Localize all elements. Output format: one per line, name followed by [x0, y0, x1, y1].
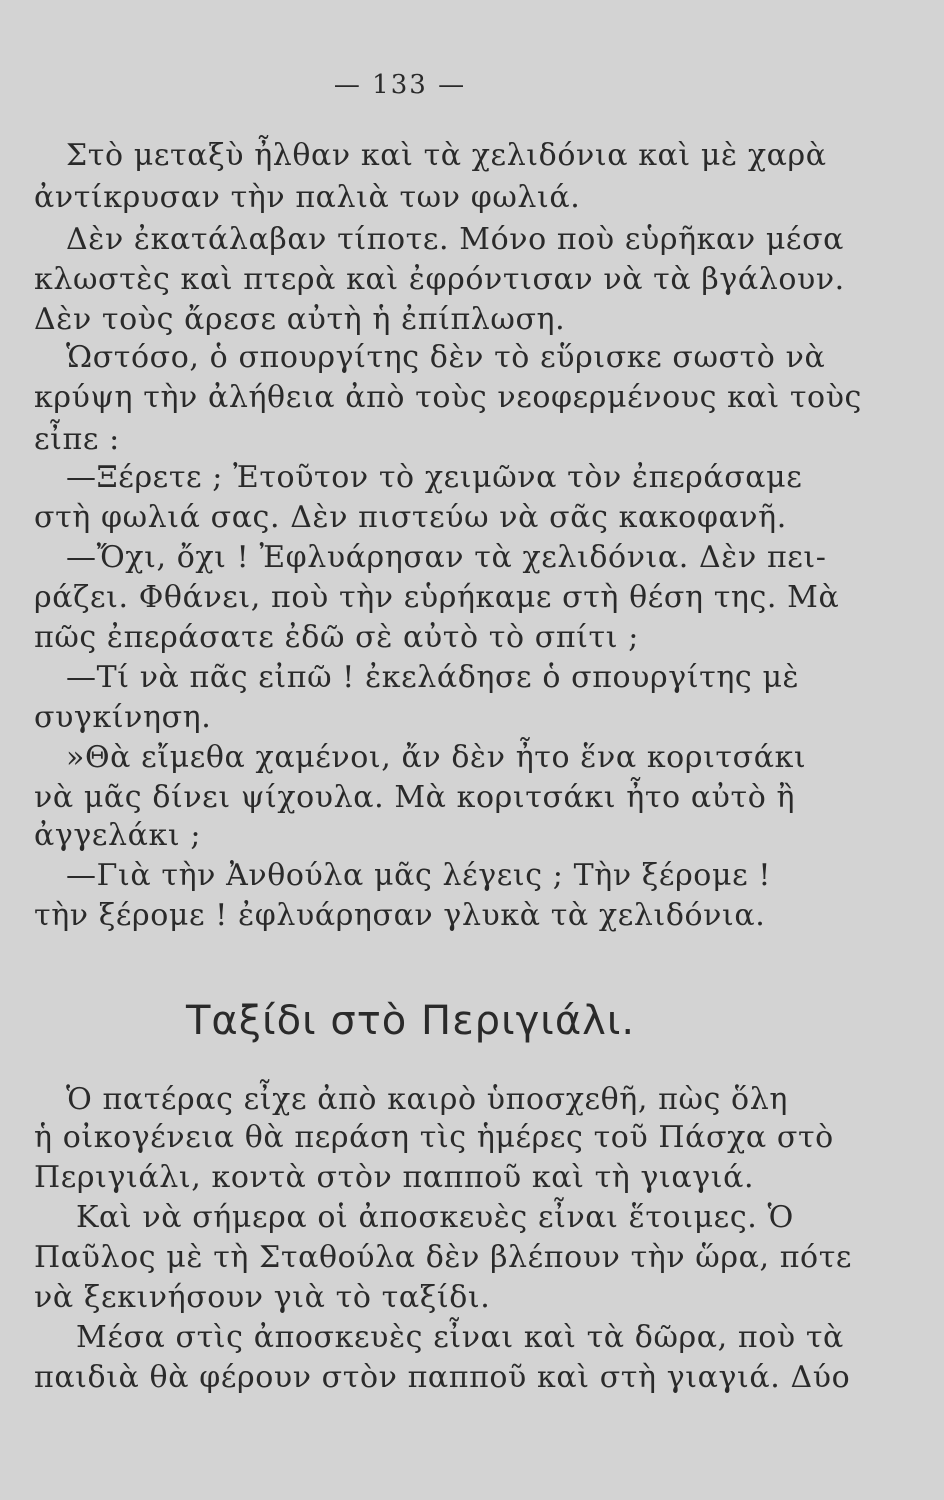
text-line: τὴν ξέρομε ! ἐφλυάρησαν γλυκὰ τὰ χελιδόνια.: [34, 898, 766, 933]
text-line: ἡ οἰκογένεια θὰ περάση τὶς ἡμέρες τοῦ Πάσχα στὸ: [34, 1120, 834, 1155]
text-line: Ὡστόσο, ὁ σπουργίτης δὲν τὸ εὕρισκε σωστὸ νὰ: [66, 340, 826, 375]
text-line: εἶπε :: [34, 422, 120, 457]
text-line: »Θὰ εἴμεθα χαμένοι, ἄν δὲν ἦτο ἕνα κοριτσάκι: [66, 740, 807, 775]
section-title: Ταξίδι στὸ Περιγιάλι.: [186, 998, 636, 1044]
text-line: Ὁ πατέρας εἶχε ἀπὸ καιρὸ ὑποσχεθῆ, πὼς ὅλη: [66, 1082, 788, 1117]
text-line: Στὸ μεταξὺ ἦλθαν καὶ τὰ χελιδόνια καὶ μὲ χαρὰ: [66, 138, 827, 173]
text-line: Περιγιάλι, κοντὰ στὸν παπποῦ καὶ τὴ γιαγιά.: [34, 1160, 755, 1195]
text-line: ράζει. Φθάνει, ποὺ τὴν εὑρήκαμε στὴ θέση της. Μὰ: [34, 580, 840, 615]
text-line: νὰ μᾶς δίνει ψίχουλα. Μὰ κοριτσάκι ἦτο αὐτὸ ἢ: [34, 780, 796, 815]
text-line: Δὲν τοὺς ἄρεσε αὐτὴ ἡ ἐπίπλωση.: [34, 302, 566, 337]
text-line: κλωστὲς καὶ πτερὰ καὶ ἐφρόντισαν νὰ τὰ βγάλουν.: [34, 262, 845, 297]
page-number: — 133 —: [333, 70, 467, 100]
text-line: παιδιὰ θὰ φέρουν στὸν παπποῦ καὶ στὴ γιαγιά. Δύο: [34, 1360, 851, 1395]
text-line: ἀντίκρυσαν τὴν παλιὰ των φωλιά.: [34, 180, 581, 215]
text-line: Καὶ νὰ σήμερα οἱ ἀποσκευὲς εἶναι ἕτοιμες. Ὁ: [76, 1200, 794, 1235]
text-line: πῶς ἐπεράσατε ἐδῶ σὲ αὐτὸ τὸ σπίτι ;: [34, 620, 639, 655]
text-line: συγκίνηση.: [34, 700, 212, 735]
text-line: —Ξέρετε ; Ἐτοῦτον τὸ χειμῶνα τὸν ἐπεράσαμε: [66, 460, 803, 495]
text-line: ἀγγελάκι ;: [34, 818, 202, 853]
text-line: στὴ φωλιά σας. Δὲν πιστεύω νὰ σᾶς κακοφανῆ.: [34, 500, 787, 535]
text-line: Δὲν ἐκατάλαβαν τίποτε. Μόνο ποὺ εὑρῆκαν μέσα: [66, 222, 845, 257]
text-line: —Ὄχι, ὄχι ! Ἐφλυάρησαν τὰ χελιδόνια. Δὲν πει-: [66, 540, 827, 575]
text-line: κρύψη τὴν ἀλήθεια ἀπὸ τοὺς νεοφερμένους καὶ τοὺς: [34, 380, 862, 415]
text-line: —Γιὰ τὴν Ἀνθούλα μᾶς λέγεις ; Τὴν ξέρομε !: [66, 858, 772, 893]
text-line: Μέσα στὶς ἀποσκευὲς εἶναι καὶ τὰ δῶρα, ποὺ τὰ: [76, 1320, 844, 1355]
text-line: —Τί νὰ πᾶς εἰπῶ ! ἐκελάδησε ὁ σπουργίτης μὲ: [66, 660, 800, 695]
text-line: νὰ ξεκινήσουν γιὰ τὸ ταξίδι.: [34, 1280, 491, 1315]
text-line: Παῦλος μὲ τὴ Σταθούλα δὲν βλέπουν τὴν ὥρα, πότε: [34, 1240, 853, 1275]
